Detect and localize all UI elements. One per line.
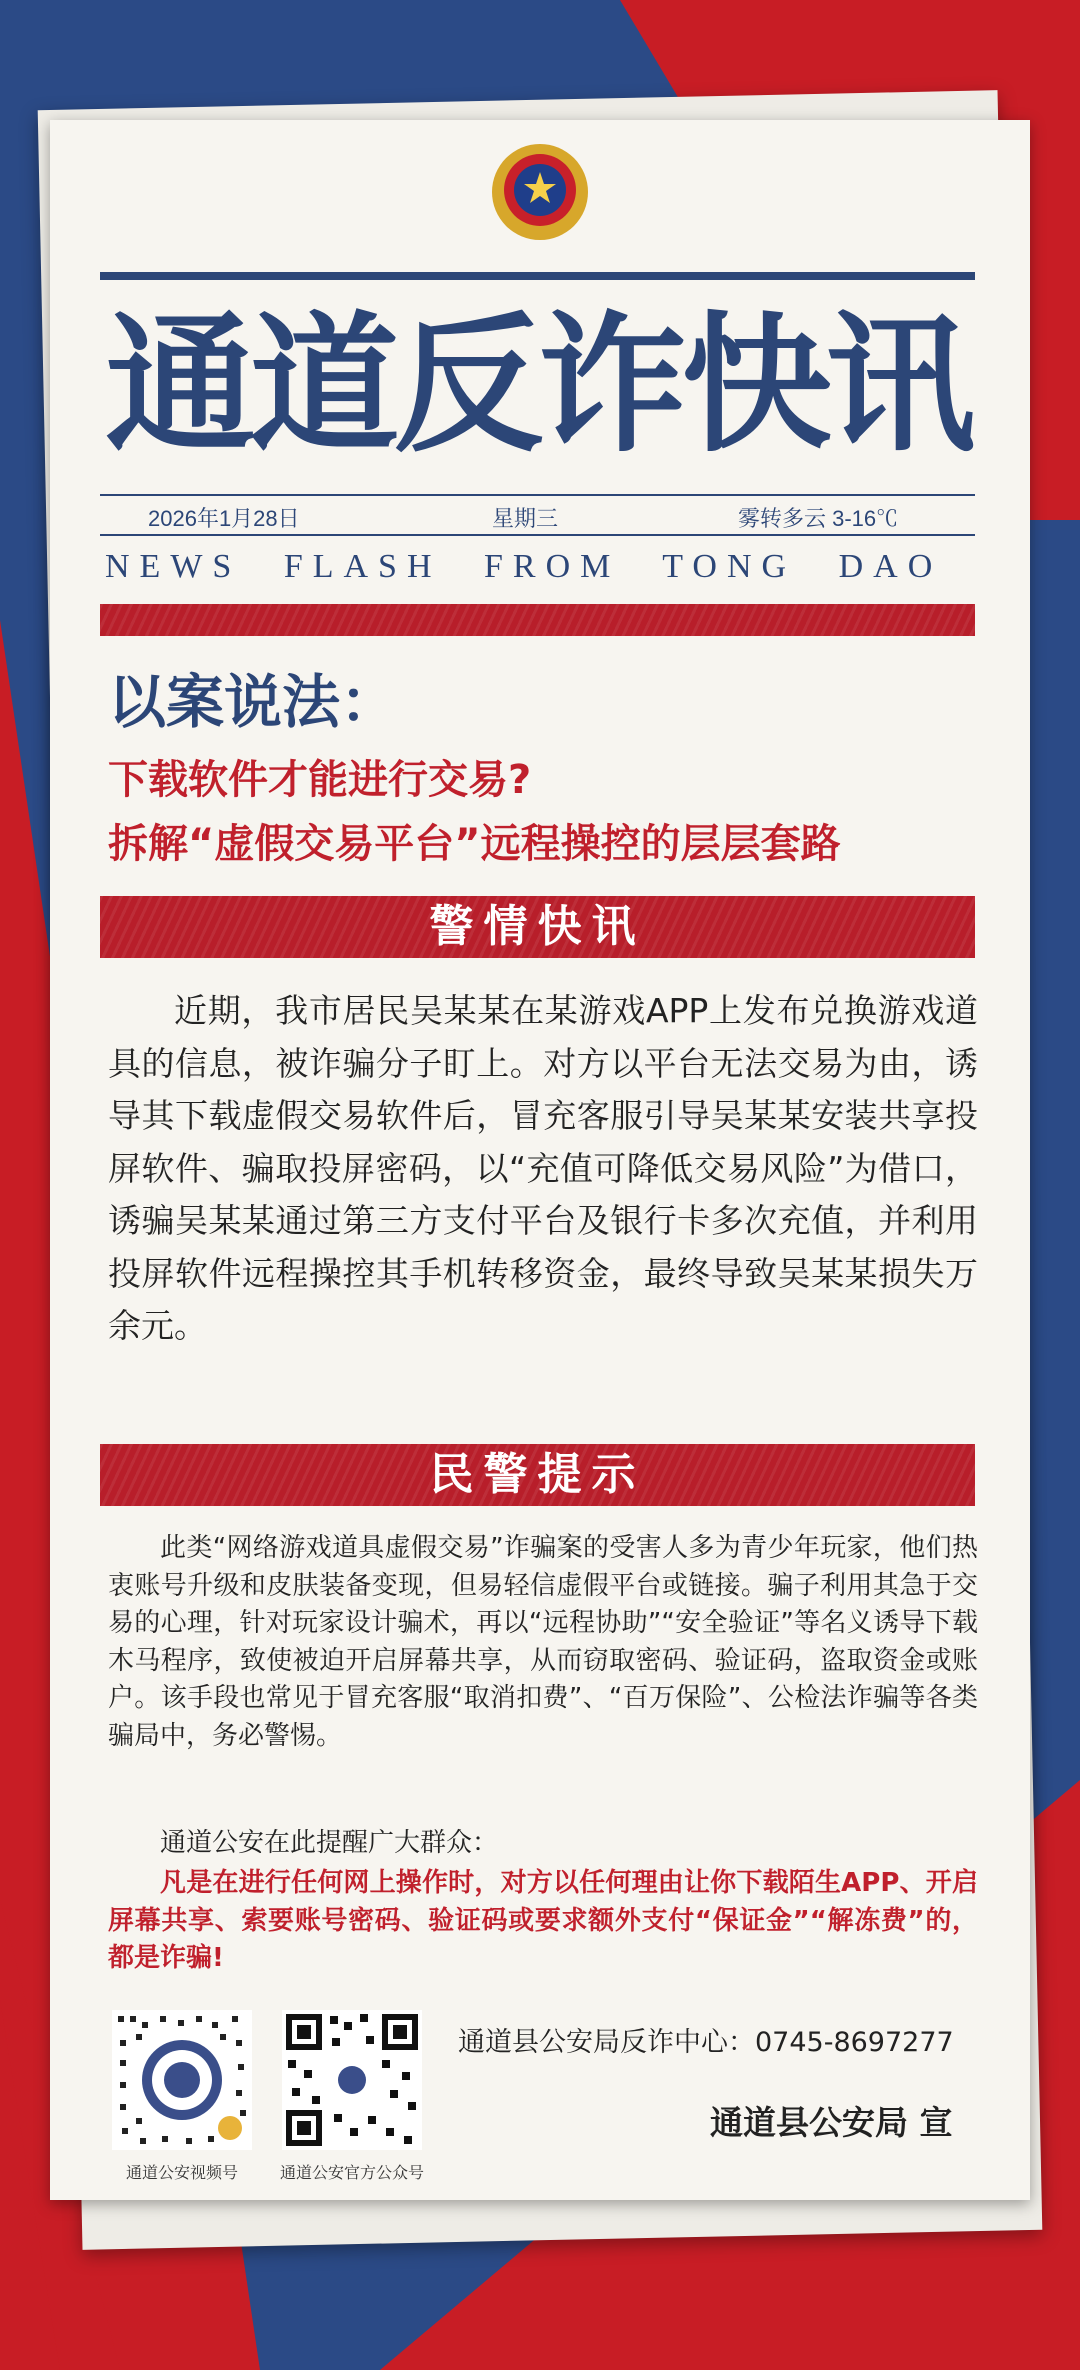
qr-code-official-account-icon bbox=[282, 2010, 422, 2150]
headline-line-2: 拆解“虚假交易平台”远程操控的层层套路 bbox=[108, 821, 841, 867]
warning-text: 凡是在进行任何网上操作时，对方以任何理由让你下载陌生APP、开启屏幕共享、索要账号密码、验证码或要求额外支付“保证金”“解冻费”的，都是诈骗! bbox=[108, 1868, 978, 1973]
qr-code-video-icon bbox=[112, 2010, 252, 2150]
decorative-red-band bbox=[100, 604, 975, 636]
section-alert-title: 警情快讯 bbox=[429, 901, 646, 952]
contact-info: 通道县公安局反诈中心：0745-8697277 bbox=[458, 2027, 954, 2058]
section-tips-header bbox=[100, 1444, 975, 1506]
masthead-subtitle: NEWS FLASH FROM TONG DAO bbox=[105, 548, 943, 585]
issuer-text: 通道县公安局 宣 bbox=[710, 2103, 953, 2142]
qr-official-account-label: 通道公安官方公众号 bbox=[279, 2165, 424, 2182]
section-tips-body: 此类“网络游戏道具虚假交易”诈骗案的受害人多为青少年玩家，他们热衷账号升级和皮肤装备变现，但易轻信虚假平台或链接。骗子利用其急于交易的心理，针对玩家设计骗术，再以“远程协助”“安全验证”等名义诱导下载木马程序，致使被迫开启屏幕共享，从而窃取密码、验证码，盗取资金或账户。该手段也常见于冒充客服“取消扣费”、“百万保险”、公检法诈骗等各类骗局中，务必警惕。 bbox=[108, 1533, 978, 1751]
reminder-text: 通道公安在此提醒广大群众： bbox=[160, 1828, 499, 1858]
police-emblem-icon bbox=[488, 140, 592, 244]
masthead-top-rule bbox=[100, 272, 975, 280]
date-text: 2026年1月28日 bbox=[148, 506, 300, 531]
masthead-rule-lower bbox=[100, 534, 975, 536]
section-tips-title: 民警提示 bbox=[429, 1449, 646, 1500]
headline-line-1: 下载软件才能进行交易? bbox=[108, 757, 532, 803]
dateline bbox=[100, 502, 975, 538]
section-alert-header bbox=[100, 896, 975, 958]
section-alert-body: 近期，我市居民吴某某在某游戏APP上发布兑换游戏道具的信息，被诈骗分子盯上。对方以平台无法交易为由，诱导其下载虚假交易软件后，冒充客服引导吴某某安装共享投屏软件、骗取投屏密码，以“充值可降低交易风险”为借口，诱骗吴某某通过第三方支付平台及银行卡多次充值，并利用投屏软件远程操控其手机转移资金，最终导致吴某某损失万余元。 bbox=[108, 991, 978, 1345]
weekday-text: 星期三 bbox=[492, 506, 559, 531]
weather-text: 雾转多云 3-16℃ bbox=[738, 506, 899, 531]
masthead-rule-upper bbox=[100, 494, 975, 496]
qr-video-label: 通道公安视频号 bbox=[125, 2165, 238, 2182]
case-label: 以案说法： bbox=[108, 668, 399, 736]
masthead-title: 通道反诈快讯 bbox=[105, 297, 970, 473]
